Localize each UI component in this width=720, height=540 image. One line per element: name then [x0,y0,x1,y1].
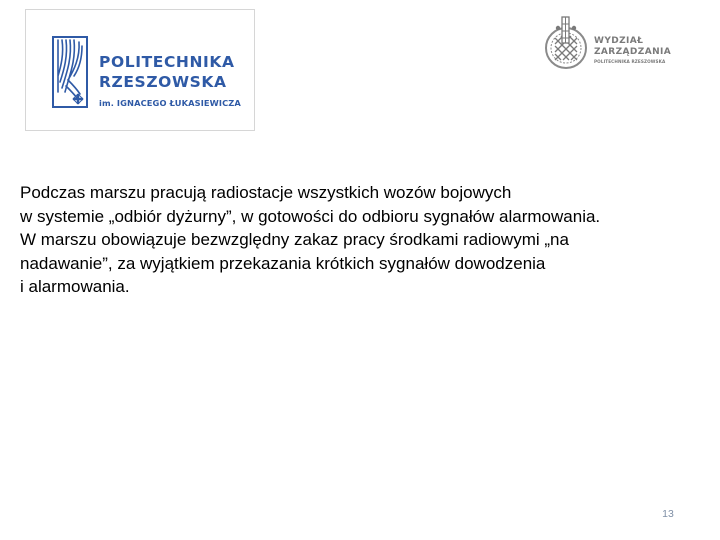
slide-body-text [20,181,710,299]
logo-subtitle: im. IGNACEGO ŁUKASIEWICZA [99,98,241,108]
body-line: W marszu obowiązuje bezwzględny zakaz pracy środkami radiowymi „na [20,230,569,249]
body-line: Podczas marszu pracują radiostacje wszystkich wozów bojowych [20,183,512,202]
logo-title-line2: RZESZOWSKA [99,72,227,91]
page-number: 13 [662,508,674,520]
body-line: nadawanie”, za wyjątkiem przekazania krótkich sygnałów dowodzenia [20,253,546,273]
faculty-university-name: POLITECHNIKA RZESZOWSKA [594,59,666,64]
politechnika-logo [25,9,255,131]
logo-title-line1: POLITECHNIKA [99,53,235,71]
faculty-name-line2: ZARZĄDZANIA [594,47,672,57]
body-line: i alarmowania. [20,277,130,296]
faculty-name-line1: WYDZIAŁ [594,36,644,46]
wydzial-emblem-icon [543,14,589,72]
body-line: w systemie „odbiór dyżurny”, w gotowości do odbioru sygnałów alarmowania. [20,206,601,226]
wydzial-zarzadzania-logo [543,14,693,74]
politechnika-emblem-icon [52,36,88,108]
